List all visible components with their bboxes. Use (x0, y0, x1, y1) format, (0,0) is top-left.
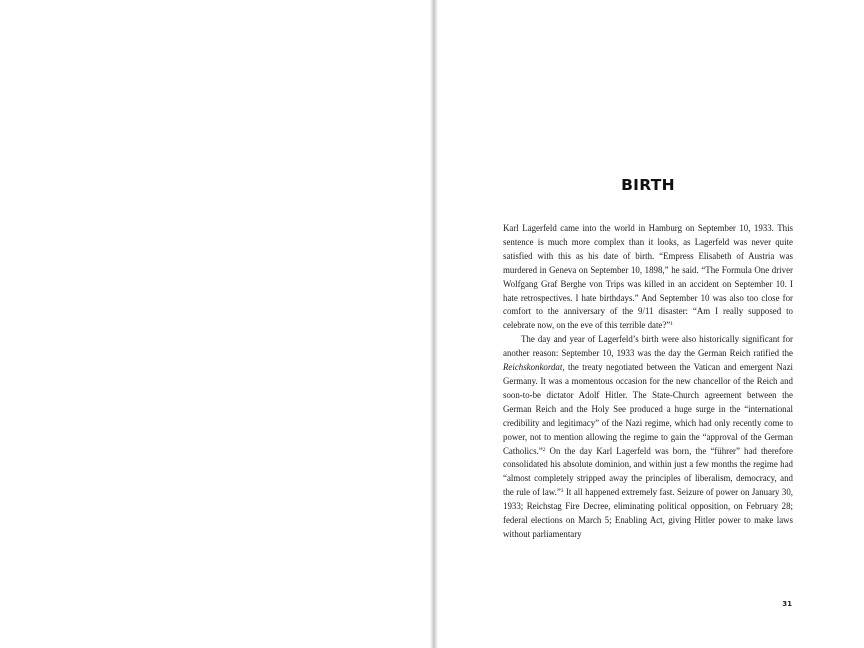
treaty-name-italic: Reichskonkordat (503, 362, 563, 373)
endnote-marker-2[interactable]: 2 (542, 446, 546, 453)
paragraph-2-text-a: The day and year of Lagerfeld’s birth were also historically significant for another reason: September 10, 1933 was the day the German Reich ratified the (503, 334, 793, 359)
page-number: 31 (782, 600, 792, 608)
paragraph-2-text-c: On the day Karl Lagerfeld was born, the “führer” had therefore consolidated his absolute dominion, and within just a few months the regime had “almost completely stripped away the principles of liberalism, democracy, and the rule of law.” (503, 445, 793, 498)
paragraph-2-text-d: It all happened extremely fast. Seizure of power on January 30, 1933; Reichstag Fire Decree, eliminating political opposition, on February 28; federal elections on March 5; Enabling Act, giving Hitler power to make laws without parliamentary (503, 487, 793, 539)
paragraph-2 (503, 333, 793, 542)
endnote-marker-3[interactable]: 3 (560, 488, 564, 495)
chapter-title: BIRTH (621, 176, 675, 194)
chapter-body (503, 222, 793, 542)
book-gutter (430, 0, 438, 648)
paragraph-1-text: Karl Lagerfeld came into the world in Hamburg on September 10, 1933. This sentence is much more complex than it looks, as Lagerfeld was never quite satisfied with this as his date of birth. “Empress Elisabeth of Austria was murdered in Geneva on September 10, 1898,” he said. “The Formula One driver Wolfgang Graf Berghe von Trips was killed in an accident on September 10. I hate retrospectives. I hate birthdays.” And September 10 was also too close for comfort to the anniversary of the 9/11 disaster: “Am I really supposed to celebrate now, on the eve of this terrible date?” (503, 223, 793, 331)
endnote-marker-1[interactable]: 1 (670, 321, 673, 328)
left-page-blank (0, 0, 430, 648)
paragraph-1 (503, 222, 793, 333)
paragraph-2-text-b: , the treaty negotiated between the Vatican and emergent Nazi Germany. It was a momentous occasion for the new chancellor of the Reich and soon-to-be dictator Adolf Hitler. The State-Church agreement between the German Reich and the Holy See produced a huge surge in the “international credibility and legitimacy” of the Nazi regime, which had only recently come to power, not to mention allowing the regime to gain the “approval of the German Catholics.” (503, 362, 793, 456)
